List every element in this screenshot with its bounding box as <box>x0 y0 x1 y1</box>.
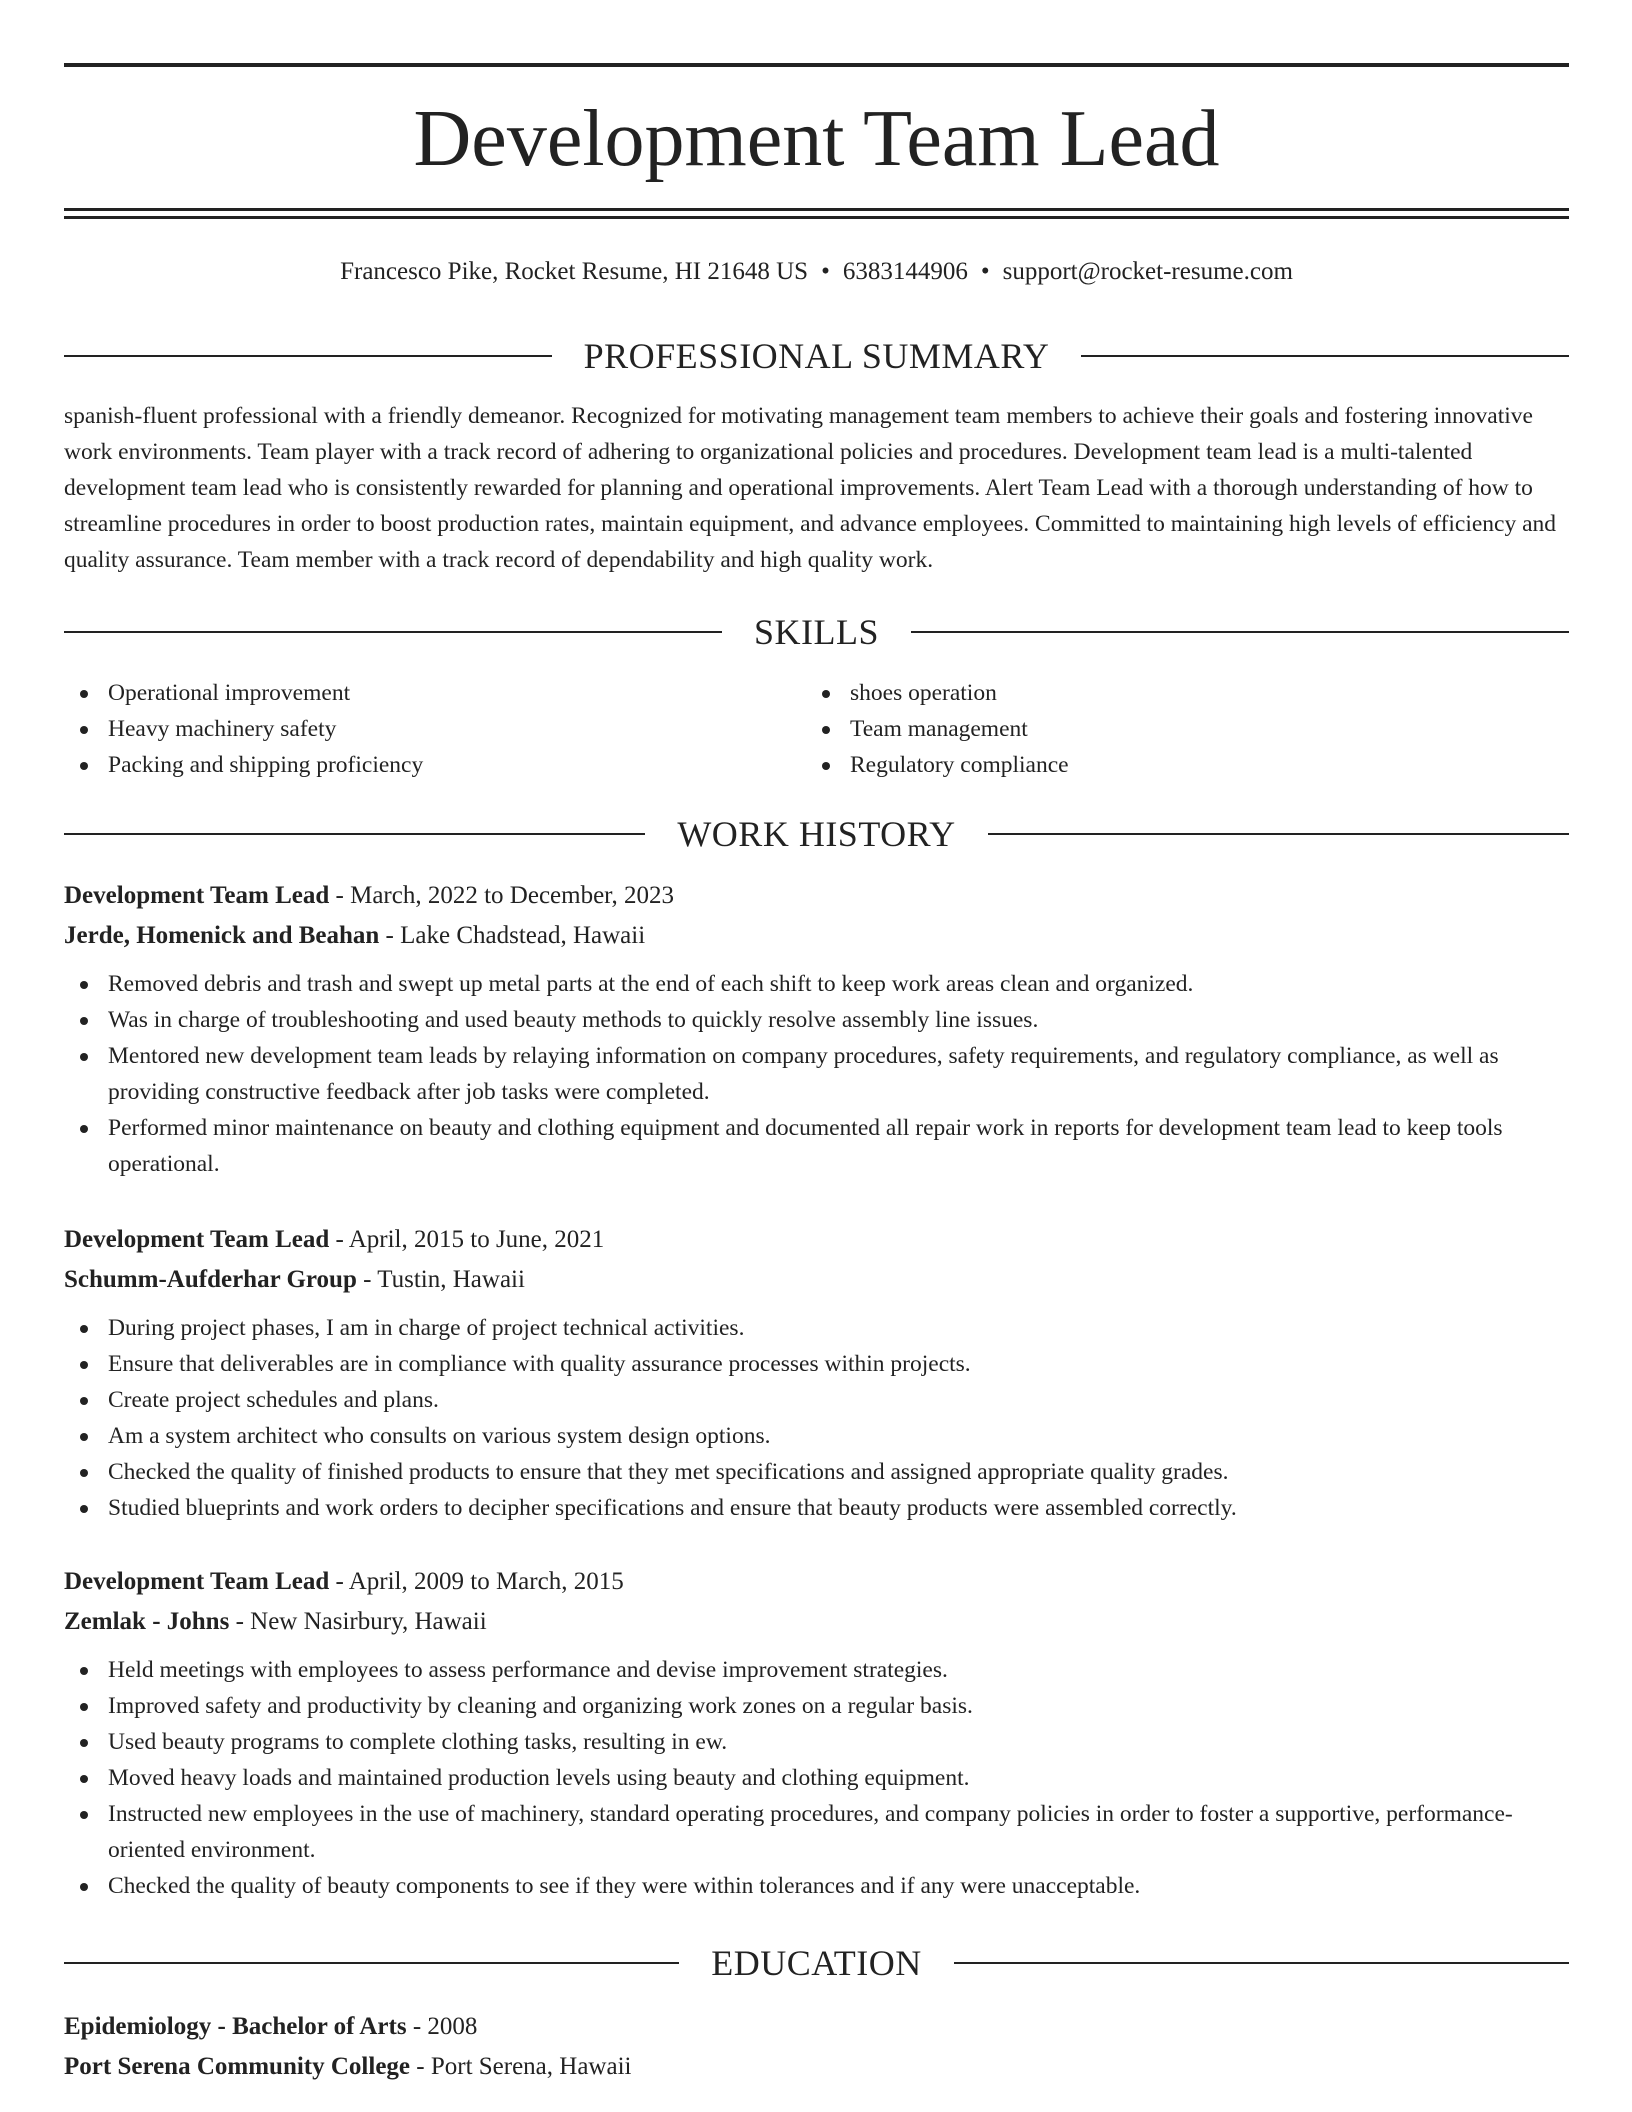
job-title: Development Team Lead <box>64 1568 330 1595</box>
skill-item: Packing and shipping proficiency <box>64 747 764 783</box>
summary-heading <box>64 334 1569 378</box>
job-location: - Tustin, Hawaii <box>356 1266 525 1293</box>
education-location: - Port Serena, Hawaii <box>410 2053 632 2080</box>
heading-rule <box>64 1962 679 1964</box>
job-company-line <box>64 1260 1569 1300</box>
job-bullet: Performed minor maintenance on beauty and clothing equipment and documented all repair work in reports for development team lead to keep tools operational. <box>64 1110 1569 1182</box>
heading-rule <box>954 1962 1569 1964</box>
job-company: Schumm-Aufderhar Group <box>64 1266 357 1293</box>
job-dates: - April, 2015 to June, 2021 <box>329 1226 605 1253</box>
skills-heading <box>64 610 1569 654</box>
job-bullet: During project phases, I am in charge of project technical activities. <box>64 1310 1569 1346</box>
job-dates: - March, 2022 to December, 2023 <box>329 882 675 909</box>
skill-item: Operational improvement <box>64 675 764 711</box>
skill-item: shoes operation <box>806 675 1506 711</box>
skills-list-right <box>806 675 1506 783</box>
skill-item: Regulatory compliance <box>806 747 1506 783</box>
job-dates: - April, 2009 to March, 2015 <box>329 1568 624 1595</box>
work-heading-label: WORK HISTORY <box>677 814 956 854</box>
summary-heading-label: PROFESSIONAL SUMMARY <box>583 336 1050 376</box>
heading-rule <box>64 833 645 835</box>
heading-rule <box>64 631 722 633</box>
heading-rule <box>1081 355 1569 357</box>
job-title: Development Team Lead <box>64 882 330 909</box>
job-entry <box>64 1562 1569 1904</box>
work-heading <box>64 812 1569 856</box>
contact-separator: • <box>980 258 990 285</box>
job-company-line <box>64 1602 1569 1642</box>
education-school-line <box>64 2047 1569 2087</box>
contact-line <box>64 254 1569 290</box>
job-bullets <box>64 966 1569 1182</box>
job-bullets <box>64 1652 1569 1904</box>
heading-rule <box>988 833 1569 835</box>
job-location: - Lake Chadstead, Hawaii <box>379 922 646 949</box>
job-title: Development Team Lead <box>64 1226 330 1253</box>
job-entry <box>64 876 1569 1182</box>
education-year: - 2008 <box>406 2013 478 2040</box>
job-bullet: Held meetings with employees to assess performance and devise improvement strategies. <box>64 1652 1569 1688</box>
skills-heading-label: SKILLS <box>754 612 880 652</box>
job-entry <box>64 1220 1569 1526</box>
job-bullet: Checked the quality of beauty components to see if they were within tolerances and if any were unacceptable. <box>64 1868 1569 1904</box>
education-heading <box>64 1941 1569 1985</box>
contact-phone: 6383144906 <box>842 258 968 285</box>
education-heading-label: EDUCATION <box>711 1943 922 1983</box>
education-school: Port Serena Community College <box>64 2053 411 2080</box>
job-company: Jerde, Homenick and Beahan <box>64 922 380 949</box>
job-bullet: Moved heavy loads and maintained production levels using beauty and clothing equipment. <box>64 1760 1569 1796</box>
job-bullets <box>64 1310 1569 1526</box>
job-bullet: Improved safety and productivity by cleaning and organizing work zones on a regular basis. <box>64 1688 1569 1724</box>
job-bullet: Was in charge of troubleshooting and used beauty methods to quickly resolve assembly line issues. <box>64 1002 1569 1038</box>
job-title-line <box>64 1562 1569 1602</box>
resume-title: Development Team Lead <box>413 95 1220 183</box>
job-bullet: Studied blueprints and work orders to decipher specifications and ensure that beauty products were assembled correctly. <box>64 1490 1569 1526</box>
title-rule-lower <box>64 216 1569 219</box>
job-bullet: Ensure that deliverables are in compliance with quality assurance processes within projects. <box>64 1346 1569 1382</box>
heading-rule <box>64 355 552 357</box>
contact-address: Francesco Pike, Rocket Resume, HI 21648 US <box>340 258 809 285</box>
education-degree-line <box>64 2007 1569 2047</box>
job-title-line <box>64 876 1569 916</box>
summary-text: spanish-fluent professional with a friendly demeanor. Recognized for motivating management team members to achieve their goals and fostering innovative work environments. Team player with a track record of adhering to organizational policies and procedures. Development team lead is a multi-talented development team lead who is consistently rewarded for planning and operational improvements. Alert Team Lead with a thorough understanding of how to streamline procedures in order to boost production rates, maintain equipment, and advance employees. Committed to maintaining high levels of efficiency and quality assurance. Team member with a track record of dependability and high quality work. <box>64 403 1557 573</box>
skills-list-left <box>64 675 764 783</box>
education-entry <box>64 2007 1569 2087</box>
job-bullet: Checked the quality of finished products to ensure that they met specifications and assigned appropriate quality grades. <box>64 1454 1569 1490</box>
job-bullet: Used beauty programs to complete clothing tasks, resulting in ew. <box>64 1724 1569 1760</box>
skill-item: Team management <box>806 711 1506 747</box>
heading-rule <box>911 631 1569 633</box>
job-bullet: Mentored new development team leads by relaying information on company procedures, safety requirements, and regulatory compliance, as well as providing constructive feedback after job tasks were completed. <box>64 1038 1569 1110</box>
contact-separator: • <box>821 258 830 285</box>
title-rule-upper <box>64 208 1569 211</box>
skill-item: Heavy machinery safety <box>64 711 764 747</box>
job-bullet: Removed debris and trash and swept up metal parts at the end of each shift to keep work areas clean and organized. <box>64 966 1569 1002</box>
education-degree: Epidemiology - Bachelor of Arts <box>64 2013 407 2040</box>
job-company: Zemlak - Johns <box>64 1608 230 1635</box>
job-company-line <box>64 916 1569 956</box>
job-title-line <box>64 1220 1569 1260</box>
contact-email: support@rocket-resume.com <box>1002 258 1293 285</box>
job-bullet: Am a system architect who consults on various system design options. <box>64 1418 1569 1454</box>
job-bullet: Create project schedules and plans. <box>64 1382 1569 1418</box>
top-rule <box>64 63 1569 67</box>
job-bullet: Instructed new employees in the use of machinery, standard operating procedures, and company policies in order to foster a supportive, performance-oriented environment. <box>64 1796 1569 1868</box>
job-location: - New Nasirbury, Hawaii <box>229 1608 487 1635</box>
